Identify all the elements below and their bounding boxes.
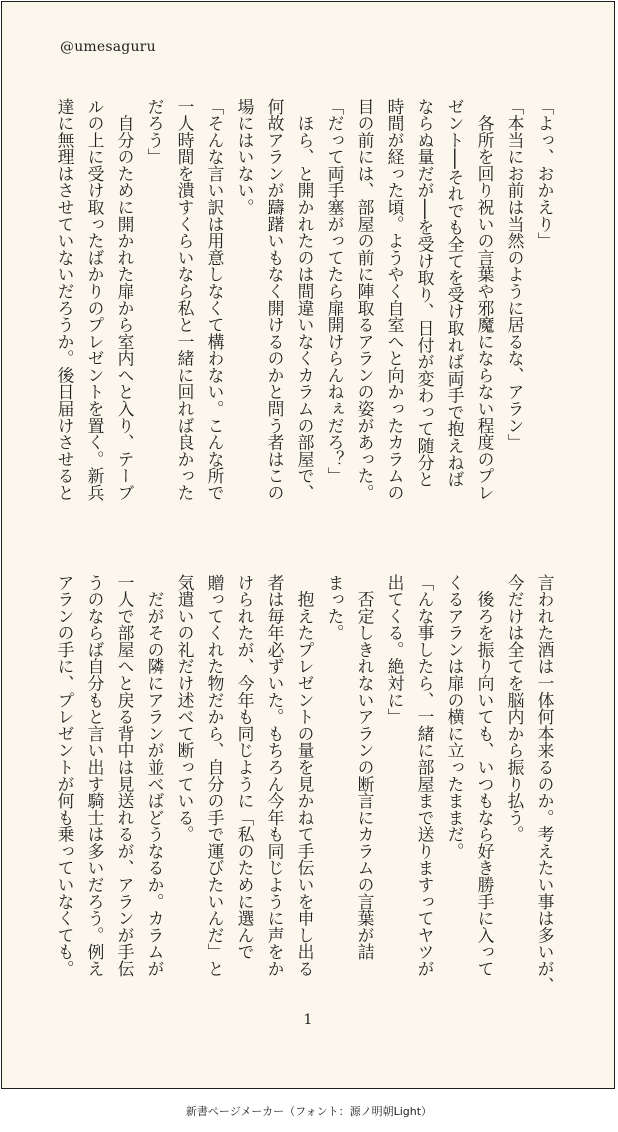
text-line: 「んな事したら、一緒に部屋まで送りますってヤツが [415, 574, 435, 977]
text-line: くるアランは扉の横に立ったままだ。 [445, 574, 465, 860]
author-handle: @umesaguru [60, 39, 156, 55]
text-line: だがその隣にアランが並べばどうなるか。カラムが [145, 574, 165, 977]
text-line: 贈ってくれた物だから、自分の手で運びたいんだ」と [205, 574, 225, 977]
text-line: 気遣いの礼だけ述べて断っている。 [175, 574, 195, 843]
text-line: 者は毎年必ずいた。もちろん今年も同じように声をか [265, 574, 285, 977]
text-line: 後ろを振り向いても、いつもなら好き勝手に入って [475, 574, 495, 977]
text-line: ルの上に受け取ったばかりのプレゼントを置く。新兵 [85, 98, 105, 501]
text-line: 抱えたプレゼントの量を見かねて手伝いを申し出る [295, 574, 315, 977]
footer-credit: 新書ページメーカー（フォント：源ノ明朝Light） [185, 1105, 433, 1118]
text-line: だろう」 [145, 98, 165, 166]
text-line: 言われた酒は一体何本来るのか。考えたい事は多いが、 [535, 574, 555, 994]
text-line: 達に無理はさせていないだろうか。後日届けさせると [55, 98, 75, 501]
text-line: ほら、と開かれたのは間違いなくカラムの部屋で、 [295, 98, 315, 501]
text-line: 目の前には、部屋の前に陣取るアランの姿があった。 [355, 98, 375, 501]
text-line: ならぬ量だが──を受け取り、日付が変わって随分と [415, 98, 435, 488]
text-line: まった。 [325, 574, 345, 642]
text-line: 「よっ、おかえり」 [535, 98, 555, 250]
text-line: 「本当にお前は当然のように居るな、アラン」 [505, 98, 525, 451]
text-line: 一人で部屋へと戻る背中は見送れるが、アランが手伝 [115, 574, 135, 977]
text-line: 自分のために開かれた扉から室内へと入り、テーブ [115, 98, 135, 501]
text-line: 時間が経った頃。ようやく自室へと向かったカラムの [385, 98, 405, 501]
page-number: 1 [303, 1012, 313, 1028]
text-line: 「そんな言い訳は用意しなくて構わない。こんな所で [205, 98, 225, 501]
text-line: ゼント──それでも全てを受け取れば両手で抱えねば [445, 98, 465, 488]
text-line: うのならば自分もと言い出す騎士は多いだろう。例え [85, 574, 105, 977]
book-page [1, 1, 615, 1089]
text-line: けられたが、今年も同じように「私のために選んで [235, 574, 255, 961]
text-line: 何故アランが躊躇いもなく開けるのかと問う者はこの [265, 98, 285, 501]
text-line: 「だって両手塞がってたら扉開けらんねぇだろ？」 [325, 98, 345, 485]
text-line: 場にはいない。 [235, 98, 255, 216]
text-line: 一人時間を潰すくらいなら私と一緒に回れば良かった [175, 98, 195, 501]
text-line: アランの手に、プレゼントが何も乗っていなくても。 [55, 574, 75, 977]
text-line: 今だけは全てを脳内から振り払う。 [505, 574, 525, 843]
text-line: 否定しきれないアランの断言にカラムの言葉が詰 [355, 574, 375, 961]
text-line: 出てくる。絶対に」 [385, 574, 405, 726]
text-line: 各所を回り祝いの言葉や邪魔にならない程度のプレ [475, 98, 495, 501]
